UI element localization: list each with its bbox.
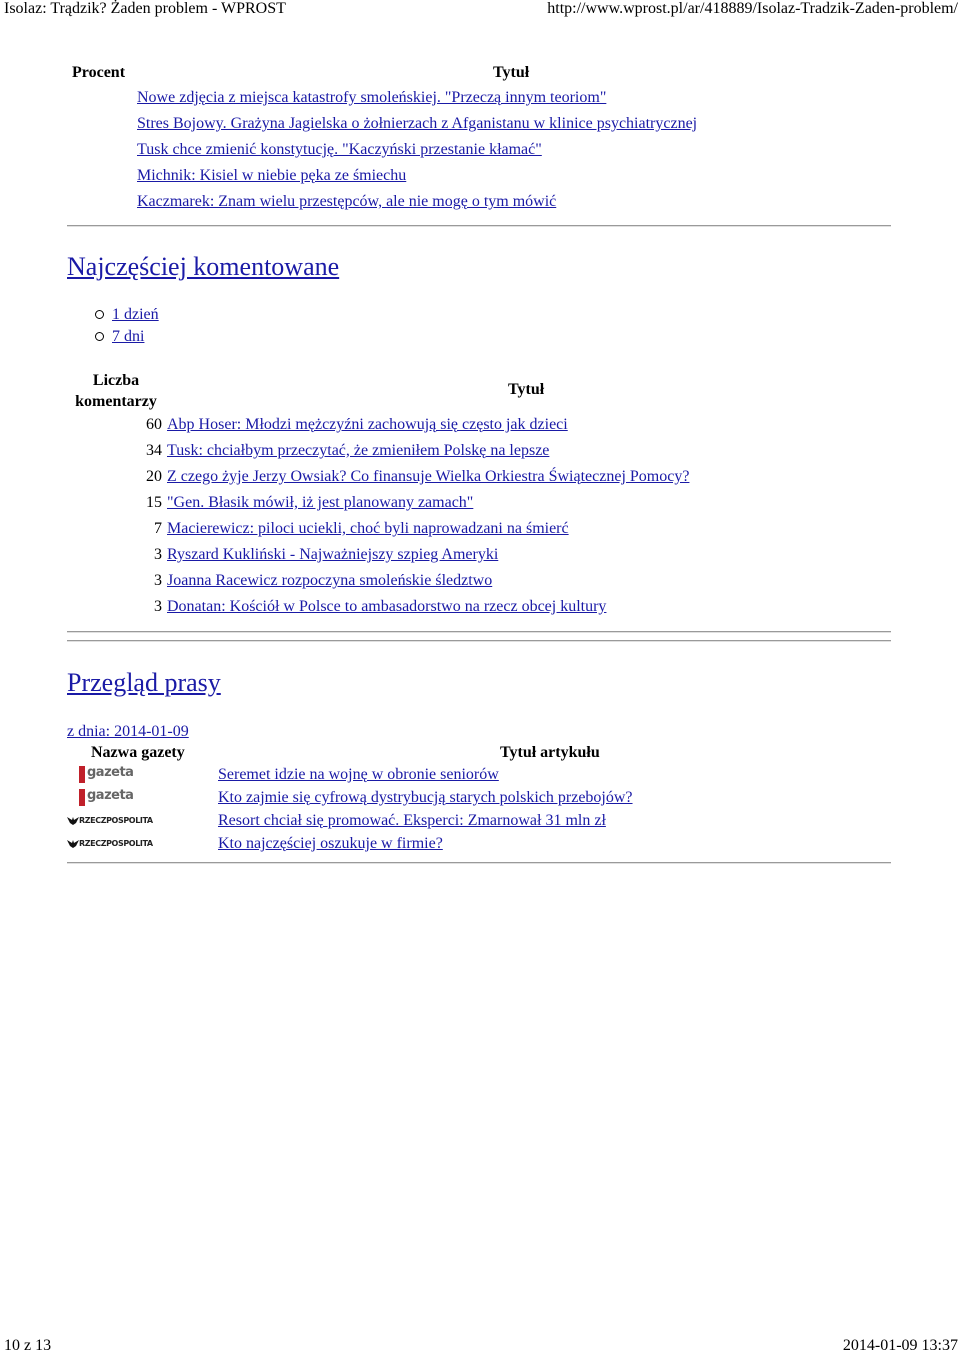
comment-count: 20	[146, 468, 162, 485]
comment-count: 34	[146, 442, 162, 459]
percent-row-link[interactable]: Michnik: Kisiel w niebie pęka ze śmiechu	[137, 167, 407, 184]
print-datetime: 2014-01-09 13:37	[842, 1337, 958, 1354]
press-date-link[interactable]: z dnia: 2014-01-09	[67, 723, 189, 740]
rzeczpospolita-logo: RZECZPOSPOLITA	[67, 815, 139, 827]
article-link[interactable]: "Gen. Błasik mówił, iż jest planowany zamach"	[167, 494, 474, 511]
article-link[interactable]: Joanna Racewicz rozpoczyna smoleńskie śledztwo	[167, 572, 493, 589]
percent-row-link[interactable]: Kaczmarek: Znam wielu przestępców, ale nie mogę o tym mówić	[137, 193, 557, 210]
most-commented-heading[interactable]: Najczęściej komentowane	[67, 252, 340, 281]
period-tabs	[95, 304, 159, 348]
col-header-percent: Procent	[72, 64, 126, 81]
tab-1-day[interactable]: 1 dzień	[95, 304, 159, 326]
press-review-heading[interactable]: Przegląd prasy	[67, 668, 221, 697]
col-header-comment-count: Liczba komentarzy	[75, 372, 157, 410]
col-header-title: Tytuł	[493, 64, 530, 81]
press-article-link[interactable]: Kto najczęściej oszukuje w firmie?	[218, 835, 443, 852]
comment-count: 3	[154, 598, 162, 615]
divider	[67, 640, 891, 642]
comment-count: 15	[146, 494, 162, 511]
col-header-title: Tytuł	[508, 381, 545, 398]
comment-count: 7	[154, 520, 162, 537]
press-article-link[interactable]: Resort chciał się promować. Eksperci: Zmarnował 31 mln zł	[218, 812, 606, 829]
article-link[interactable]: Macierewicz: piloci uciekli, choć byli naprowadzani na śmierć	[167, 520, 569, 537]
page-number: 10 z 13	[4, 1337, 52, 1354]
article-link[interactable]: Z czego żyje Jerzy Owsiak? Co finansuje Wielka Orkiestra Świątecznej Pomocy?	[167, 468, 690, 485]
article-link[interactable]: Tusk: chciałbym przeczytać, że zmieniłem Polskę na lepsze	[167, 442, 550, 459]
divider	[67, 225, 891, 227]
eagle-icon	[67, 816, 79, 826]
article-link[interactable]: Abp Hoser: Młodzi mężczyźni zachowują się często jak dzieci	[167, 416, 568, 433]
comment-count: 3	[154, 572, 162, 589]
col-header-newspaper: Nazwa gazety	[91, 744, 185, 761]
page-url: http://www.wprost.pl/ar/418889/Isolaz-Tradzik-Zaden-problem/	[547, 0, 958, 17]
article-link[interactable]: Donatan: Kościół w Polsce to ambasadorstwo na rzecz obcej kultury	[167, 598, 607, 615]
percent-row-link[interactable]: Tusk chce zmienić konstytucję. "Kaczyński przestanie kłamać"	[137, 141, 542, 158]
bullet-icon	[95, 332, 104, 341]
percent-row-link[interactable]: Nowe zdjęcia z miejsca katastrofy smoleńskiej. "Przeczą innym teoriom"	[137, 89, 607, 106]
divider	[67, 631, 891, 633]
eagle-icon	[67, 839, 79, 849]
gazeta-logo: gazeta	[79, 766, 127, 783]
article-link[interactable]: Ryszard Kukliński - Najważniejszy szpieg Ameryki	[167, 546, 499, 563]
gazeta-logo: gazeta	[79, 789, 127, 806]
percent-row-link[interactable]: Stres Bojowy. Grażyna Jagielska o żołnierzach z Afganistanu w klinice psychiatrycznej	[137, 115, 698, 132]
col-header-article-title: Tytuł artykułu	[500, 744, 600, 761]
page-title: Isolaz: Trądzik? Żaden problem - WPROST	[4, 0, 286, 17]
press-article-link[interactable]: Seremet idzie na wojnę w obronie seniorów	[218, 766, 499, 783]
press-article-link[interactable]: Kto zajmie się cyfrową dystrybucją starych polskich przebojów?	[218, 789, 633, 806]
tab-7-days[interactable]: 7 dni	[95, 326, 159, 348]
bullet-icon	[95, 310, 104, 319]
comment-count: 60	[146, 416, 162, 433]
rzeczpospolita-logo: RZECZPOSPOLITA	[67, 838, 139, 850]
comment-count: 3	[154, 546, 162, 563]
divider	[67, 862, 891, 864]
